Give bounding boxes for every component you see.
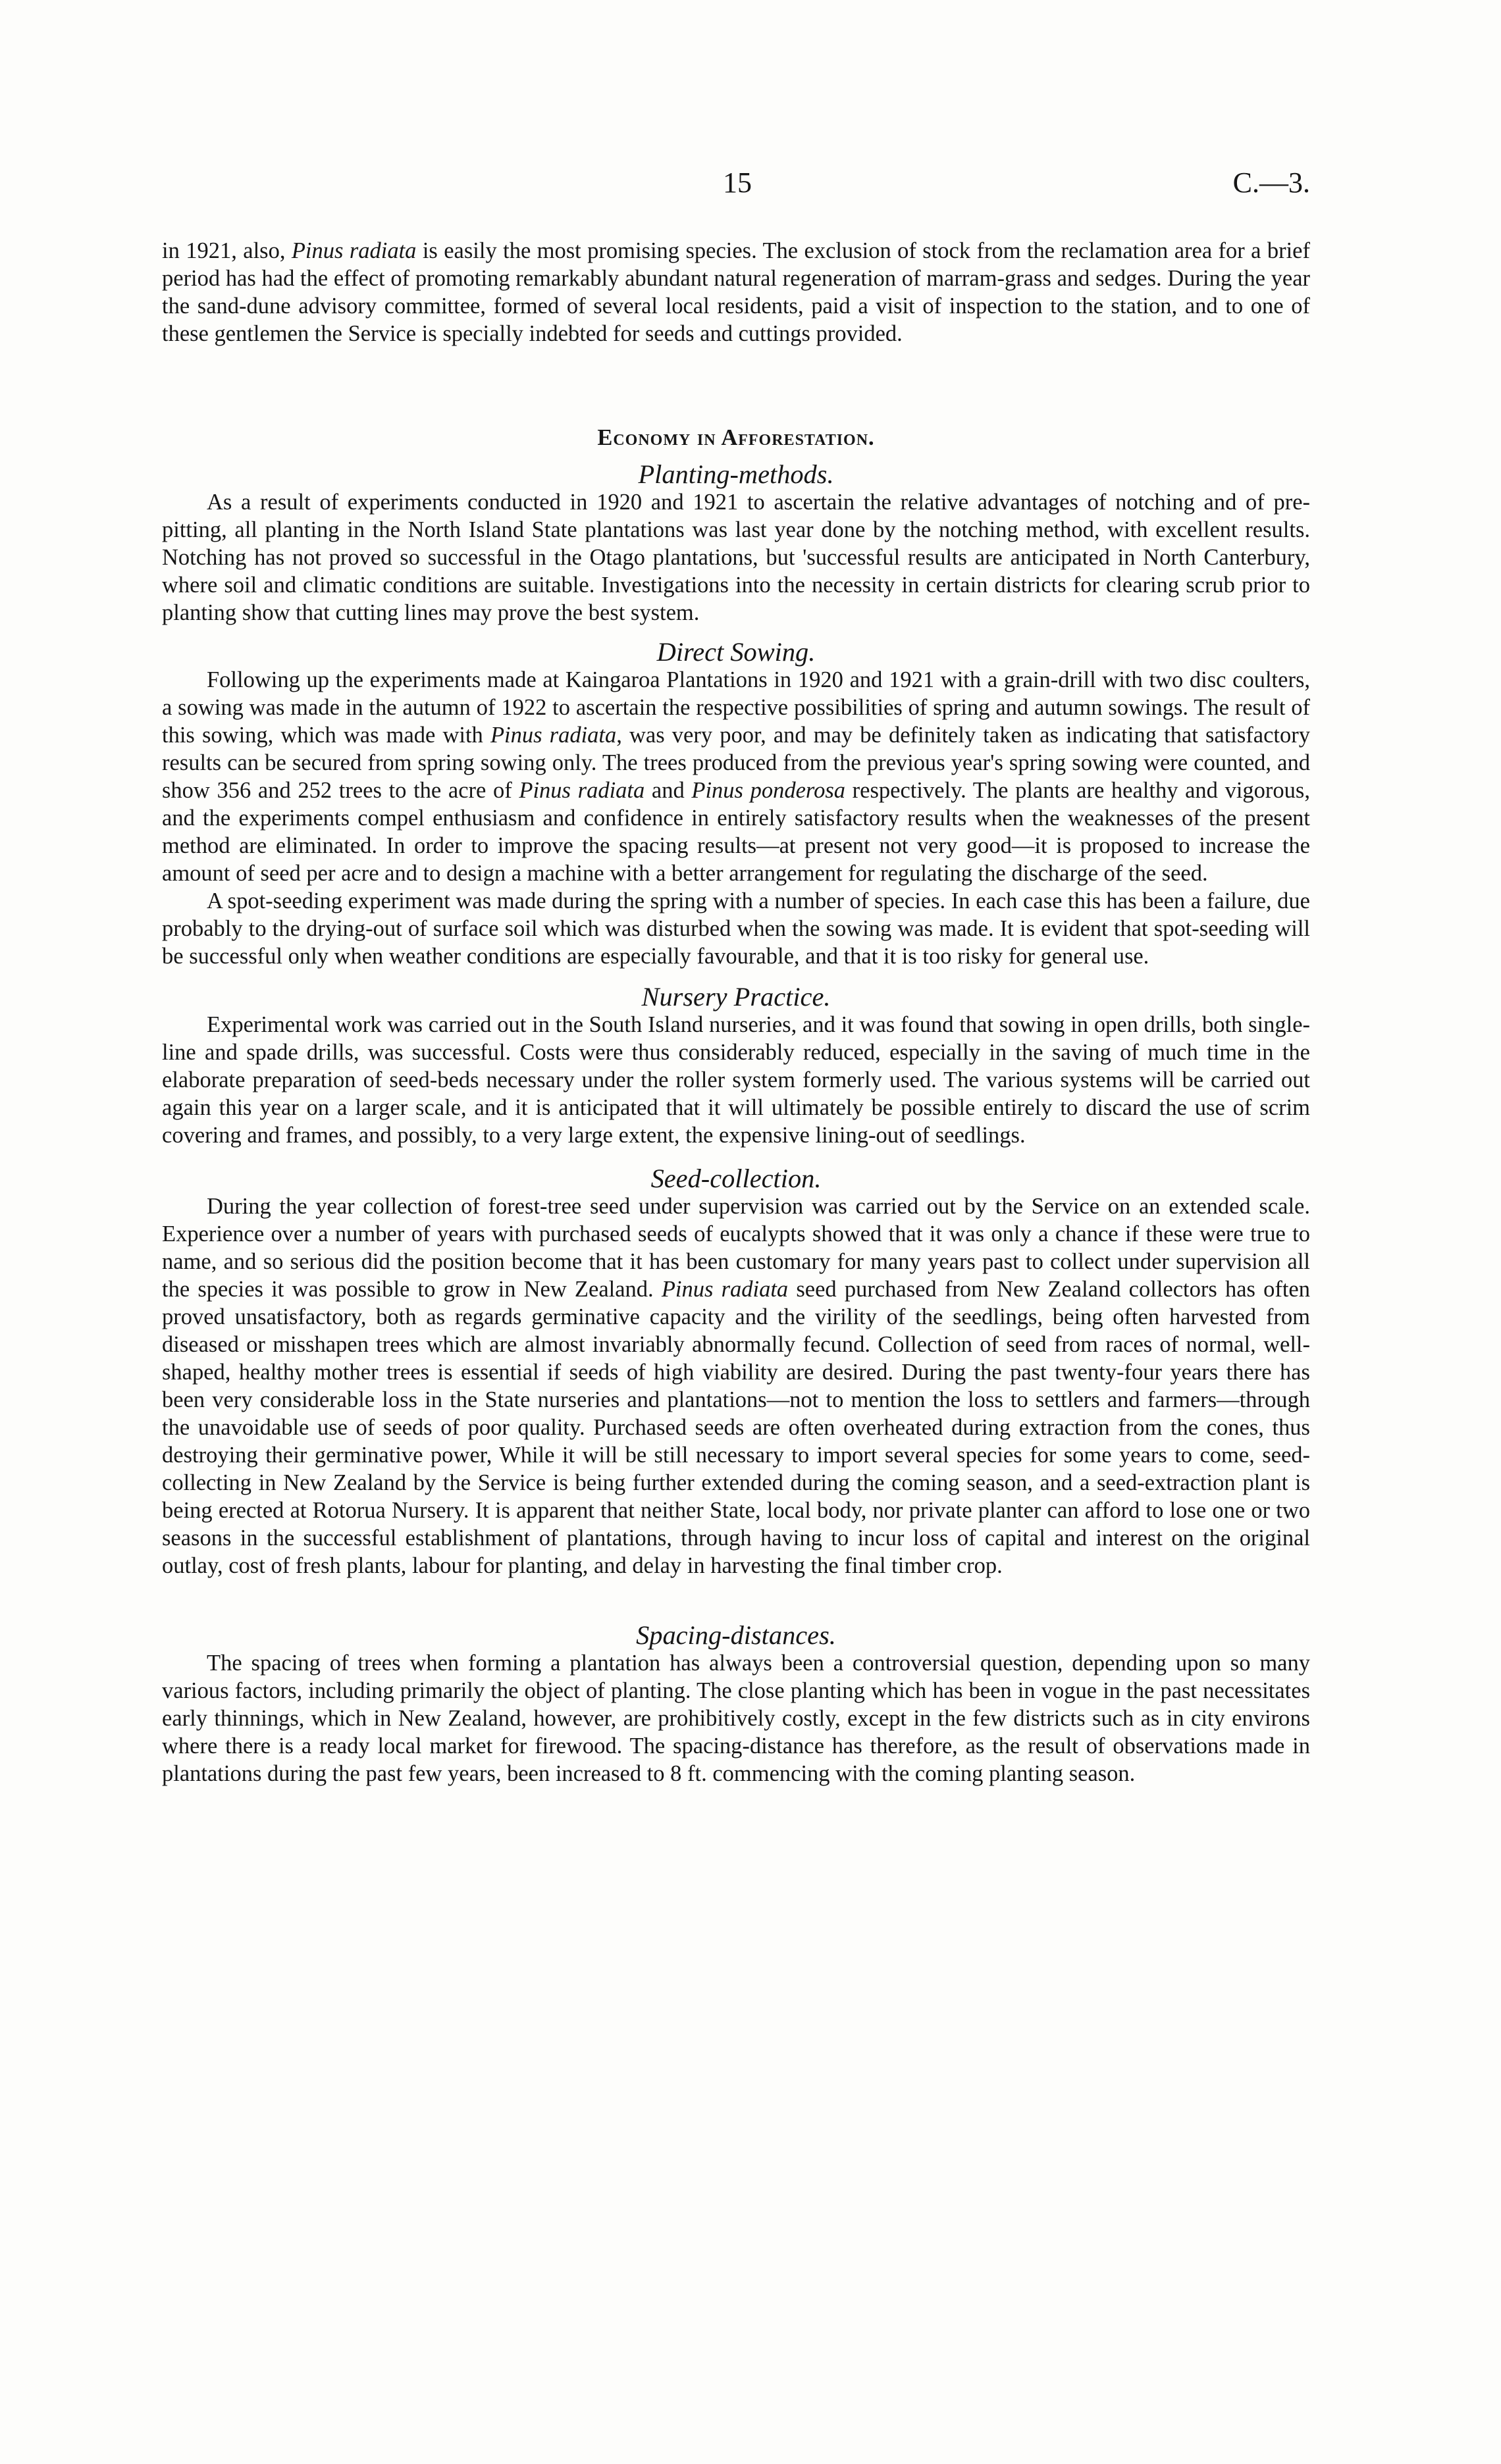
seed-collection-paragraph: During the year collection of forest-tree seed under supervision was carried out by the Service on an extended scale. Experience over a number of years with purchased seeds of eucalypts showed that it was only a chance if these were true to name, and so serious did the position become that it has been customary for many years past to collect under supervision all the species it was possible to grow in New Zealand. Pinus radiata seed purchased from New Zealand collectors has often proved unsatisfactory, both as regards germinative capacity and the virility of the seedlings, being often harvested from diseased or misshapen trees which are almost invariably abnormally fecund. Collection of seed from races of normal, well-shaped, healthy mother trees is essential if seeds of high viability are desired. During the past twenty-four years there has been very considerable loss in the State nurseries and plantations—not to mention the loss to settlers and farmers—through the unavoidable use of seeds of poor quality. Purchased seeds are often overheated during extraction from the cones, thus destroying their germinative power, While it will be still necessary to import several species for some years to come, seed-collecting in New Zealand by the Service is being further extended during the coming season, and a seed-extraction plant is being erected at Rotorua Nursery. It is apparent that neither State, local body, nor private planter can afford to lose one or two seasons in the successful establishment of plantations, through having to incur loss of capital and interest on the original outlay, cost of fresh plants, labour for planting, and delay in harvesting the final timber crop. — [162, 1194, 1310, 1578]
direct-sowing-paragraph-1: Following up the experiments made at Kaingaroa Plantations in 1920 and 1921 with a grain-drill with two disc coulters, a sowing was made in the autumn of 1922 to ascertain the respective possibilities of spring and autumn sowings. The result of this sowing, which was made with Pinus radiata, was very poor, and may be definitely taken as indicating that satisfactory results can be secured from spring sowing only. The trees produced from the previous year's spring sowing were counted, and show 356 and 252 trees to the acre of Pinus radiata and Pinus ponderosa respectively. The plants are healthy and vigorous, and the experiments compel enthusiasm and confidence in entirely satisfactory results when the weaknesses of the present method are eliminated. In order to improve the spacing results—at present not very good—it is proposed to increase the amount of seed per acre and to design a machine with a better arrangement for regulating the discharge of the seed. — [162, 667, 1310, 886]
nursery-practice-heading: Nursery Practice. — [641, 982, 831, 1012]
planting-methods-paragraph: As a result of experiments conducted in 1920 and 1921 to ascertain the relative advantages of notching and of pre-pitting, all planting in the North Island State plantations was last year done by the notching method, with excellent results. Notching has not proved so successful in the Otago plantations, but 'successful results are anticipated in North Canterbury, where soil and climatic conditions are suitable. Investigations into the necessity in certain districts for clearing scrub prior to planting show that cutting lines may prove the best system. — [162, 490, 1310, 625]
planting-methods-heading: Planting-methods. — [638, 459, 834, 489]
body-text — [162, 237, 1310, 1787]
page-number: 15 — [723, 167, 752, 199]
document-code: C.—3. — [1232, 167, 1310, 199]
spacing-distances-paragraph: The spacing of trees when forming a plantation has always been a controversial question, depending upon so many various factors, including primarily the object of planting. The close planting which has been in vogue in the past necessitates early thinnings, which in New Zealand, however, are prohibitively costly, except in the few districts such as in city environs where there is a ready local market for firewood. The spacing-distance has therefore, as the result of observations made in plantations during the past few years, been increased to 8 ft. commencing with the coming planting season. — [162, 1651, 1310, 1786]
page-header — [0, 166, 1501, 205]
section-title: Economy in Afforestation. — [597, 425, 875, 450]
direct-sowing-heading: Direct Sowing. — [656, 637, 816, 667]
nursery-practice-paragraph: Experimental work was carried out in the South Island nurseries, and it was found that sowing in open drills, both single-line and spade drills, was successful. Costs were thus considerably reduced, especially in the saving of much time in the elaborate preparation of seed-beds necessary under the roller system formerly used. The various systems will be carried out again this year on a larger scale, and it is anticipated that it will ultimately be possible entirely to discard the use of scrim covering and frames, and possibly, to a very large extent, the expensive lining-out of seedlings. — [162, 1012, 1310, 1148]
intro-paragraph: in 1921, also, Pinus radiata is easily the most promising species. The exclusion of stock from the reclamation area for a brief period has had the effect of promoting remarkably abundant natural regeneration of marram-grass and sedges. During the year the sand-dune advisory committee, formed of several local residents, paid a visit of inspection to the station, and to one of these gentlemen the Service is specially indebted for seeds and cuttings provided. — [162, 238, 1310, 346]
direct-sowing-paragraph-2: A spot-seeding experiment was made during the spring with a number of species. In each case this has been a failure, due probably to the drying-out of surface soil which was disturbed when the sowing was made. It is evident that spot-seeding will be successful only when weather conditions are especially favourable, and that it is too risky for general use. — [162, 888, 1310, 969]
seed-collection-heading: Seed-collection. — [650, 1164, 822, 1193]
spacing-distances-heading: Spacing-distances. — [636, 1620, 836, 1650]
